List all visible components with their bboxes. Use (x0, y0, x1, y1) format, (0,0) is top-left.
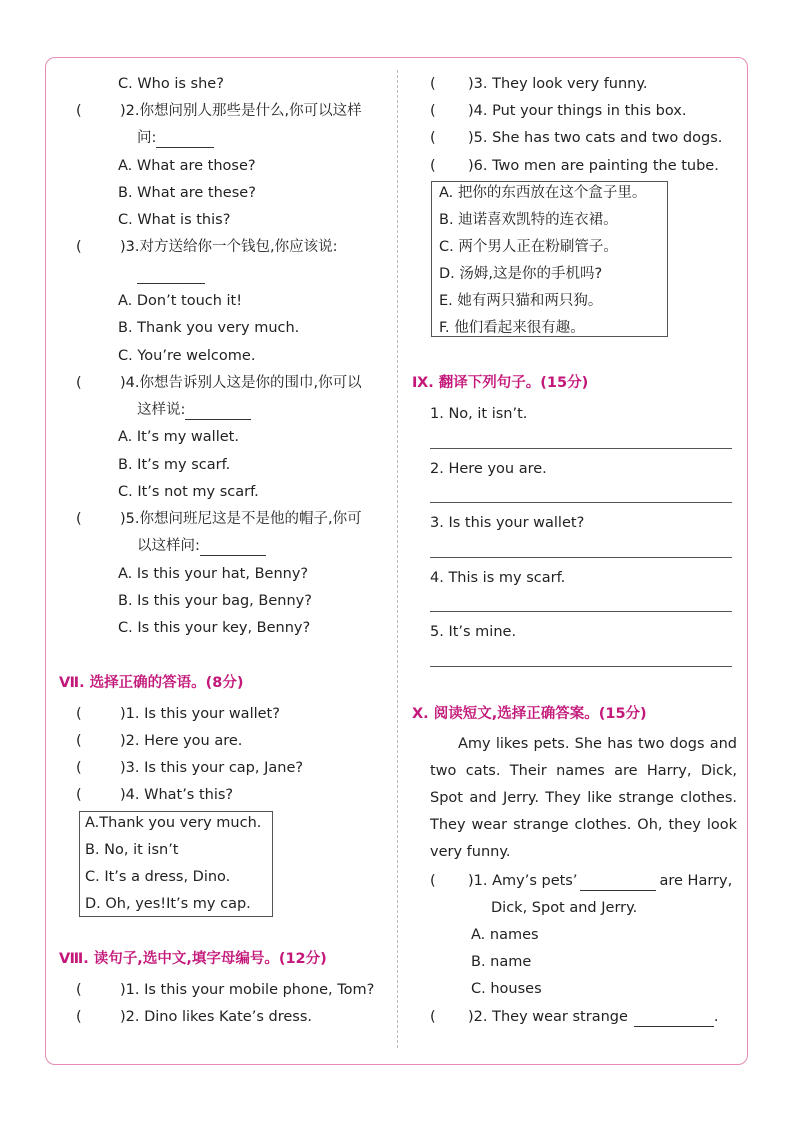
answer-line[interactable] (430, 666, 732, 667)
q-text: . (713, 1009, 719, 1025)
q-text: )3. Is this your cap, Jane? (120, 760, 304, 776)
q-text: are Harry, (659, 873, 733, 889)
s8-option-f: F. 他们看起来很有趣。 (439, 320, 585, 336)
answer-paren[interactable]: ( (430, 103, 436, 119)
s9-item-5: 5. It’s mine. (430, 624, 517, 640)
section-10-heading: Ⅹ. 阅读短文,选择正确答案。(15分) (412, 706, 647, 722)
q6-4-a: A. It’s my wallet. (118, 429, 239, 445)
answer-blank[interactable] (156, 131, 214, 148)
q7-1 (76, 704, 280, 724)
q6-2-b: B. What are these? (118, 185, 256, 201)
q6-3-blank-line (137, 264, 205, 284)
q7-4 (76, 785, 233, 805)
q6-1-option-c: C. Who is she? (118, 76, 224, 92)
q-text: )1. Amy’s pets’ (468, 873, 578, 889)
s7-option-b: B. No, it isn’t (85, 842, 179, 858)
q8-6 (430, 156, 719, 176)
answer-blank[interactable] (200, 539, 266, 556)
section-8-options-box (431, 181, 668, 337)
q6-4-b: B. It’s my scarf. (118, 457, 231, 473)
answer-blank[interactable] (580, 874, 656, 891)
s10-q1 (430, 871, 732, 891)
answer-paren[interactable]: ( (76, 760, 82, 776)
section-7-heading: Ⅶ. 选择正确的答语。(8分) (59, 675, 244, 691)
q-text: )2. Dino likes Kate’s dress. (120, 1009, 312, 1025)
s9-item-4: 4. This is my scarf. (430, 570, 566, 586)
q-stem: 以这样问: (137, 538, 200, 554)
q7-2 (76, 731, 242, 751)
q-text: )2. Here you are. (120, 733, 243, 749)
q6-3-c: C. You’re welcome. (118, 348, 256, 364)
q-stem: 对方送给你一个钱包,你应该说: (139, 239, 338, 255)
q6-5-stem-2 (137, 536, 266, 556)
q-stem: 你想问别人那些是什么,你可以这样 (139, 103, 362, 119)
q6-2-c: C. What is this? (118, 212, 231, 228)
s7-option-a: A.Thank you very much. (85, 815, 262, 831)
s8-option-e: E. 她有两只猫和两只狗。 (439, 293, 603, 309)
question-6-4 (76, 373, 362, 393)
q-num: )5. (120, 511, 140, 527)
answer-blank[interactable] (634, 1010, 714, 1027)
question-6-2 (76, 101, 362, 121)
s10-q1-cont: Dick, Spot and Jerry. (491, 900, 638, 916)
answer-paren[interactable]: ( (430, 158, 436, 174)
q6-3-a: A. Don’t touch it! (118, 293, 243, 309)
s8-option-a: A. 把你的东西放在这个盒子里。 (439, 185, 647, 201)
reading-passage: Amy likes pets. She has two dogs and two cats. Their names are Harry, Dick, Spot and Jerry. They like strange clothes. They wear strange clothes. Oh, they look very funny. (430, 736, 737, 860)
s10-q1-c: C. houses (471, 981, 542, 997)
q-text: )4. What’s this? (120, 787, 234, 803)
s8-option-c: C. 两个男人正在粉刷管子。 (439, 239, 618, 255)
s8-option-b: B. 迪诺喜欢凯特的连衣裙。 (439, 212, 618, 228)
answer-paren[interactable]: ( (76, 511, 82, 527)
answer-paren[interactable]: ( (76, 1009, 82, 1025)
section-9-heading: Ⅸ. 翻译下列句子。(15分) (412, 375, 589, 391)
q-text: )5. She has two cats and two dogs. (468, 130, 723, 146)
q-stem: 这样说: (137, 402, 186, 418)
q8-1 (76, 980, 374, 1000)
q-num: )2. (120, 103, 140, 119)
q-num: )3. (120, 239, 140, 255)
answer-line[interactable] (430, 611, 732, 612)
q6-4-stem-2 (137, 400, 251, 420)
s7-option-d: D. Oh, yes!It’s my cap. (85, 896, 251, 912)
q-text: )6. Two men are painting the tube. (468, 158, 719, 174)
s10-q2 (430, 1007, 719, 1027)
q6-5-b: B. Is this your bag, Benny? (118, 593, 312, 609)
answer-paren[interactable]: ( (76, 787, 82, 803)
answer-paren[interactable]: ( (76, 706, 82, 722)
answer-paren[interactable]: ( (430, 130, 436, 146)
s9-item-1: 1. No, it isn’t. (430, 406, 528, 422)
s10-q1-a: A. names (471, 927, 539, 943)
answer-paren[interactable]: ( (76, 375, 82, 391)
answer-paren[interactable]: ( (430, 873, 436, 889)
s9-item-2: 2. Here you are. (430, 461, 547, 477)
q-stem: 问: (137, 130, 157, 146)
q8-4 (430, 101, 686, 121)
answer-paren[interactable]: ( (76, 239, 82, 255)
q-text: )2. They wear strange (468, 1009, 628, 1025)
q8-5 (430, 128, 722, 148)
s7-option-c: C. It’s a dress, Dino. (85, 869, 231, 885)
q-stem: 你想告诉别人这是你的围巾,你可以 (139, 375, 362, 391)
question-6-3 (76, 237, 338, 257)
q-text: )1. Is this your wallet? (120, 706, 280, 722)
q6-2-a: A. What are those? (118, 158, 256, 174)
q8-3 (430, 74, 648, 94)
q6-5-c: C. Is this your key, Benny? (118, 620, 311, 636)
answer-line[interactable] (430, 502, 732, 503)
column-divider (397, 70, 398, 1048)
q-text: )4. Put your things in this box. (468, 103, 687, 119)
s10-q1-b: B. name (471, 954, 532, 970)
answer-blank[interactable] (185, 403, 251, 420)
q7-3 (76, 758, 303, 778)
answer-paren[interactable]: ( (76, 103, 82, 119)
q6-5-a: A. Is this your hat, Benny? (118, 566, 309, 582)
answer-line[interactable] (430, 557, 732, 558)
answer-line[interactable] (430, 448, 732, 449)
answer-paren[interactable]: ( (430, 1009, 436, 1025)
q6-2-stem-2 (137, 128, 214, 148)
q-stem: 你想问班尼这是不是他的帽子,你可 (139, 511, 362, 527)
section-8-heading: Ⅷ. 读句子,选中文,填字母编号。(12分) (59, 951, 327, 967)
answer-paren[interactable]: ( (430, 76, 436, 92)
q-text: )3. They look very funny. (468, 76, 648, 92)
question-6-5 (76, 509, 362, 529)
q6-3-b: B. Thank you very much. (118, 320, 300, 336)
answer-paren[interactable]: ( (76, 982, 82, 998)
s8-option-d: D. 汤姆,这是你的手机吗? (439, 266, 603, 282)
answer-blank[interactable] (137, 267, 205, 284)
s9-item-3: 3. Is this your wallet? (430, 515, 585, 531)
answer-paren[interactable]: ( (76, 733, 82, 749)
q-num: )4. (120, 375, 140, 391)
q-text: )1. Is this your mobile phone, Tom? (120, 982, 375, 998)
q8-2 (76, 1007, 312, 1027)
q6-4-c: C. It’s not my scarf. (118, 484, 259, 500)
